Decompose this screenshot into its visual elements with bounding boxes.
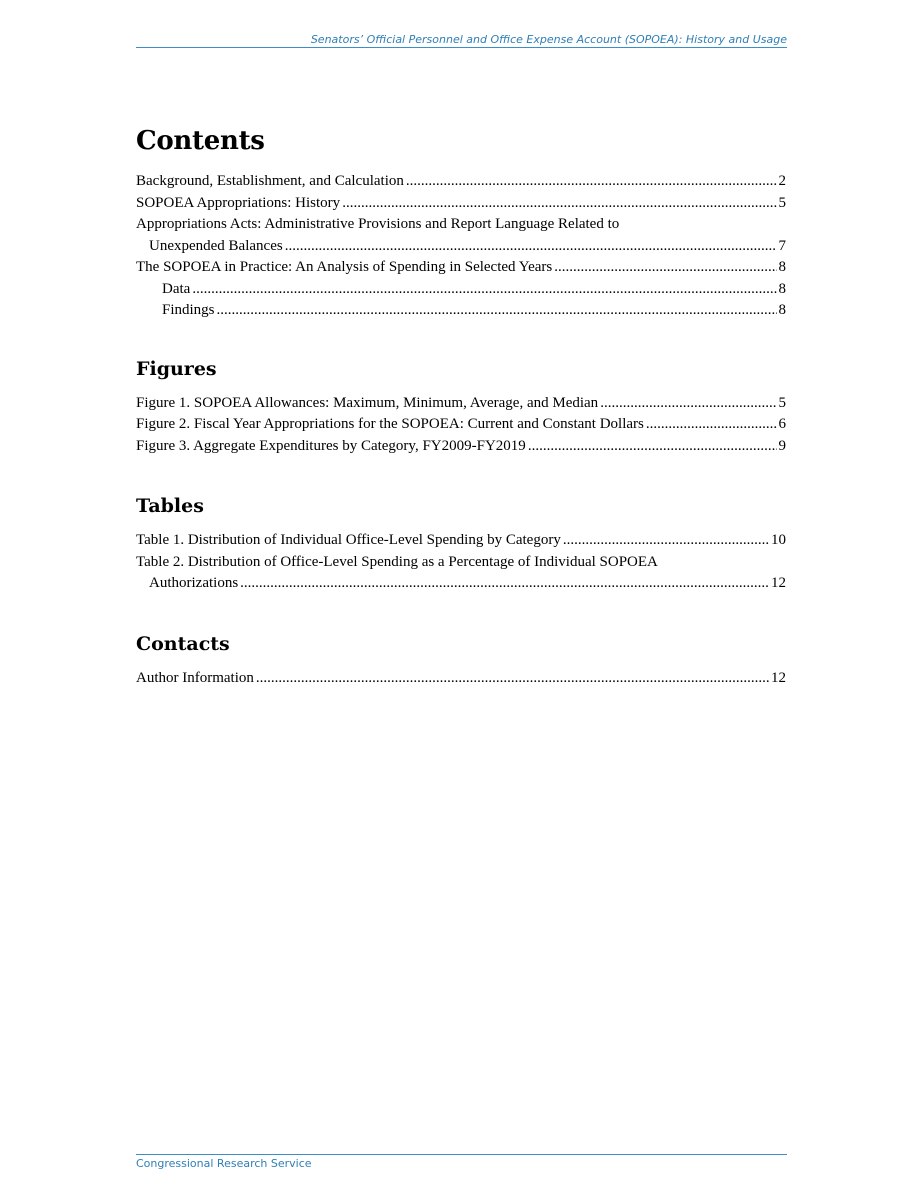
toc-page-number: 10	[771, 532, 786, 548]
toc-page-number: 8	[778, 302, 786, 318]
dot-leader	[646, 414, 777, 436]
toc-entry-title-line1: Table 2. Distribution of Office-Level Spending as a Percentage of Individual SOPOEA	[136, 553, 658, 570]
tables-heading: Tables	[136, 495, 204, 517]
footer-organization: Congressional Research Service	[136, 1157, 312, 1170]
table-of-contents-page	[136, 122, 786, 689]
toc-page-number: 8	[778, 280, 786, 297]
running-header	[136, 33, 787, 48]
toc-entry-title: Table 1. Distribution of Individual Office-Level Spending by Category	[136, 532, 561, 548]
toc-page-number: 8	[778, 259, 786, 275]
toc-entry-figure-2[interactable]	[136, 414, 786, 436]
dot-leader	[406, 171, 777, 193]
toc-entry-title: Author Information	[136, 669, 254, 686]
dot-leader	[600, 393, 776, 415]
toc-entry-title: Figure 2. Fiscal Year Appropriations for the SOPOEA: Current and Constant Dollars	[136, 416, 644, 432]
toc-entry-title-line1: Appropriations Acts: Administrative Provisions and Report Language Related to	[136, 216, 620, 232]
toc-entry-title: Figure 1. SOPOEA Allowances: Maximum, Minimum, Average, and Median	[136, 394, 599, 411]
contacts-heading: Contacts	[136, 632, 230, 655]
toc-entry-title: Figure 3. Aggregate Expenditures by Category, FY2009-FY2019	[136, 437, 526, 454]
toc-entry-title: The SOPOEA in Practice: An Analysis of Spending in Selected Years	[136, 259, 553, 275]
toc-page-number: 12	[771, 669, 786, 686]
contents-section	[136, 122, 786, 322]
toc-entry-appropriations-acts[interactable]	[136, 214, 786, 257]
contacts-section	[136, 631, 786, 690]
toc-page-number: 6	[778, 416, 786, 432]
dot-leader	[217, 300, 777, 322]
toc-page-number: 5	[778, 194, 786, 211]
toc-page-number: 9	[778, 437, 786, 454]
toc-entry-appropriations-history[interactable]	[136, 193, 786, 215]
toc-entry-title: Findings	[162, 302, 215, 318]
toc-entry-title-line2: Authorizations	[149, 575, 239, 591]
dot-leader	[256, 668, 769, 690]
toc-page-number: 2	[778, 173, 786, 189]
toc-entry-title: Background, Establishment, and Calculation	[136, 173, 404, 189]
running-header-title: Senators’ Official Personnel and Office Expense Account (SOPOEA): History and Usage	[310, 33, 787, 46]
toc-entry-figure-3[interactable]	[136, 436, 786, 458]
toc-entry-findings[interactable]	[136, 300, 786, 322]
toc-entry-table-2[interactable]	[136, 552, 786, 595]
toc-entry-table-1[interactable]	[136, 530, 786, 552]
toc-page-number: 12	[771, 575, 786, 591]
dot-leader	[342, 193, 776, 215]
dot-leader	[563, 530, 769, 552]
toc-entry-figure-1[interactable]	[136, 393, 786, 415]
toc-entry-title: Data	[162, 280, 191, 297]
dot-leader	[554, 257, 776, 279]
figures-section	[136, 356, 786, 458]
toc-page-number: 7	[778, 237, 786, 254]
toc-entry-author-information[interactable]	[136, 668, 786, 690]
running-footer	[136, 1154, 787, 1170]
dot-leader	[285, 236, 777, 258]
dot-leader	[528, 436, 777, 458]
toc-page-number: 5	[778, 394, 786, 411]
tables-section	[136, 493, 786, 595]
toc-entry-data[interactable]	[136, 279, 786, 301]
toc-entry-title: SOPOEA Appropriations: History	[136, 194, 341, 211]
dot-leader	[192, 279, 776, 301]
dot-leader	[240, 573, 769, 595]
contents-heading: Contents	[136, 126, 265, 156]
toc-entry-title-line2: Unexpended Balances	[149, 237, 283, 254]
toc-entry-sopoea-in-practice[interactable]	[136, 257, 786, 279]
figures-heading: Figures	[136, 357, 217, 380]
toc-entry-background[interactable]	[136, 171, 786, 193]
